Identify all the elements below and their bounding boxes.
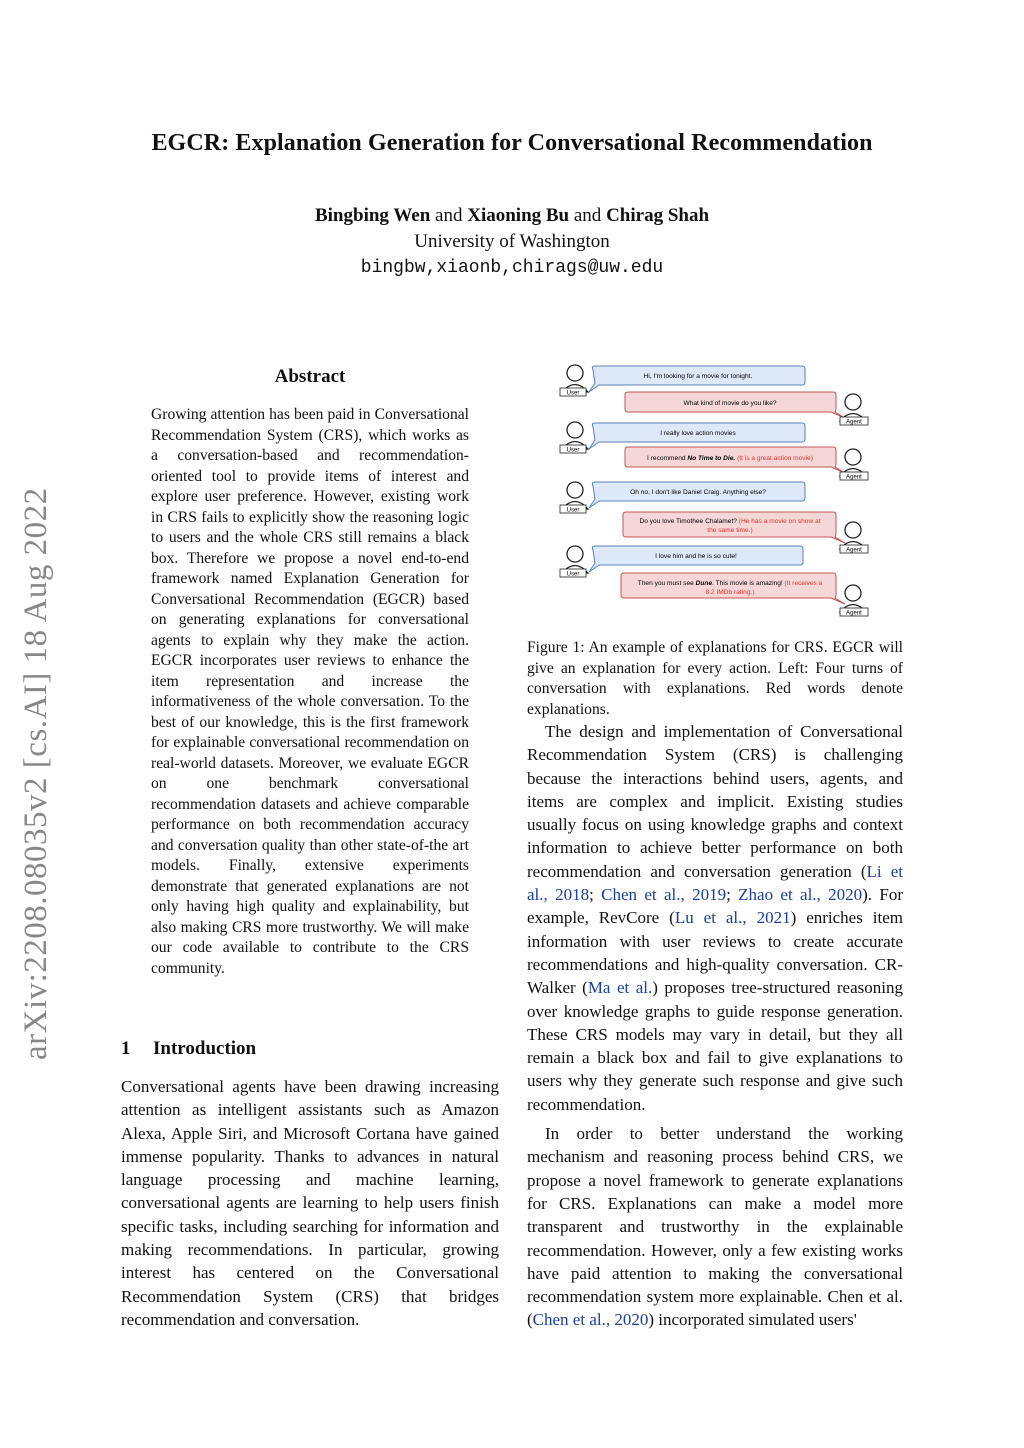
author-2: Xiaoning Bu (467, 205, 570, 226)
citation-link[interactable]: Lu et al., 2021 (674, 908, 791, 928)
agent-message-bubble (621, 573, 845, 604)
user-avatar (560, 365, 588, 397)
svg-text:Hi, I'm looking for a movie fo: Hi, I'm looking for a movie for tonight. (643, 373, 753, 380)
svg-text:User: User (566, 507, 580, 514)
user-avatar (560, 422, 588, 454)
section-number: 1 (121, 1038, 131, 1059)
section-heading-introduction (121, 1038, 256, 1060)
svg-text:Then you must see Dune. This m: Then you must see Dune. This movie is amazing! (It receives a (637, 580, 823, 587)
citation-link[interactable]: Li et al., 2018 (527, 861, 903, 905)
affiliation: University of Washington (414, 231, 610, 252)
user-avatar (560, 546, 588, 578)
svg-text:What kind of movie do you like: What kind of movie do you like? (683, 400, 777, 407)
citation-link[interactable]: Ma et al. (587, 978, 653, 998)
abstract-text: Growing attention has been paid in Conversational Recommendation System (CRS), which works as a conversation-based and recommendation-oriented tool to provide items of interest and explore user preference. However, existing work in CRS fails to explicitly show the reasoning logic to users and the whole CRS still remains a black box. Therefore we propose a novel end-to-end framework named Explanation Generation for Conversational Recommendation (EGCR) based on generating explanations for conversational agents to explain why they make the action. EGCR incorporates user reviews to enhance the item representation and increase the informativeness of the whole conversation. To the best of our knowledge, this is the first framework for explainable conversational recommendation on real-world datasets. Moreover, we evaluate EGCR on one benchmark conversational recommendation datasets and achieve comparable performance on both recommendation accuracy and conversation quality than other state-of-the art models. Finally, extensive experiments demonstrate that generated explanations are not only having high quality and explainability, but also making CRS more trustworthy. We will make our code available to contribute to the CRS community. (151, 406, 469, 977)
agent-message-bubble (623, 512, 845, 543)
svg-text:User: User (566, 447, 580, 454)
agent-message-bubble (625, 447, 845, 473)
paragraph: The design and implementation of Conversational Recommendation System (CRS) is challenging because the interactions behind users, agents, and items are complex and implicit. Existing studies usually focus on using knowledge graphs and context information to achieve better performance on both recommendation and conversation generation (Li et al., 2018; Chen et al., 2019; Zhao et al., 2020). For example, RevCore (Lu et al., 2021) enriches item information with user reviews to create accurate recommendations and high-quality conversation. CR-Walker (Ma et al.) proposes tree-structured reasoning over knowledge graphs to guide response generation. These CRS models may vary in detail, but they all remain a black box and fail to give explanations to users why they generate such response and give such recommendation. (527, 722, 903, 1114)
abstract-heading: Abstract (274, 366, 346, 387)
paragraph: In order to better understand the working mechanism and reasoning process behind CRS, we propose a novel framework to generate explanations for CRS. Explanations can make a model more transparent and trustworthy in the explainable recommendation. However, only a few existing works have paid attention to making the conversational recommendation system more explainable. Chen et al. (Chen et al., 2020) incorporated simulated users' (527, 1124, 903, 1330)
agent-avatar (840, 449, 868, 481)
citation-link[interactable]: Chen et al., 2019 (601, 885, 727, 905)
svg-text:Oh no, I don't like Daniel Cra: Oh no, I don't like Daniel Craig. Anything else? (630, 489, 766, 496)
figure-1-conversation (555, 360, 875, 618)
user-message-bubble (589, 366, 805, 392)
svg-text:the same time.): the same time.) (707, 527, 753, 534)
introduction-text: Conversational agents have been drawing increasing attention as intelligent assistants such as Amazon Alexa, Apple Siri, and Microsoft Cortana have gained immense popularity. Thanks to advances in natural language processing and machine learning, conversational agents are learning to help users finish specific tasks, including searching for information and making recommendations. In particular, growing interest has centered on the Conversational Recommendation System (CRS) that bridges recommendation and conversation. (121, 1077, 499, 1329)
figure-1-caption: Figure 1: An example of explanations for CRS. EGCR will give an explanation for every action. Left: Four turns of conversation with explanations. Red words denote explanations. (527, 639, 903, 718)
agent-message-bubble (625, 392, 845, 418)
svg-text:Agent: Agent (846, 547, 862, 554)
author-1: Bingbing Wen (314, 205, 431, 226)
author-line (0, 205, 1024, 227)
citation-link[interactable]: Chen et al., 2020 (532, 1310, 649, 1330)
user-message-bubble (589, 423, 805, 449)
paper-title: EGCR: Explanation Generation for Conversational Recommendation (151, 130, 873, 156)
user-avatar (560, 482, 588, 514)
author-3: Chirag Shah (606, 205, 710, 226)
author-separator: and (573, 205, 602, 226)
svg-text:Agent: Agent (846, 474, 862, 481)
svg-text:8.2 IMDb rating.): 8.2 IMDb rating.) (705, 589, 755, 596)
svg-text:User: User (566, 571, 580, 578)
svg-text:I love him and he is so cute!: I love him and he is so cute! (655, 553, 737, 560)
agent-avatar (840, 522, 868, 554)
user-message-bubble (589, 546, 803, 572)
svg-text:Do you love Timothee Chalamet?: Do you love Timothee Chalamet? (He has a movie on show at (639, 518, 821, 525)
agent-avatar (840, 394, 868, 426)
svg-text:Agent: Agent (846, 419, 862, 426)
svg-text:Agent: Agent (846, 610, 862, 617)
arxiv-stamp: arXiv:2208.08035v2 [cs.AI] 18 Aug 2022 (18, 487, 54, 1060)
svg-text:I really love action movies: I really love action movies (660, 430, 736, 437)
section-title: Introduction (153, 1038, 257, 1059)
author-separator: and (435, 205, 463, 226)
svg-text:User: User (566, 390, 580, 397)
agent-avatar (840, 585, 868, 617)
svg-text:I recommend No Time to Die. (I: I recommend No Time to Die. (It is a great action movie) (647, 455, 813, 462)
citation-link[interactable]: Zhao et al., 2020 (738, 885, 863, 905)
introduction-right-column (527, 720, 903, 1332)
author-emails: bingbw,xiaonb,chirags@uw.edu (360, 258, 664, 278)
user-message-bubble (589, 482, 805, 508)
